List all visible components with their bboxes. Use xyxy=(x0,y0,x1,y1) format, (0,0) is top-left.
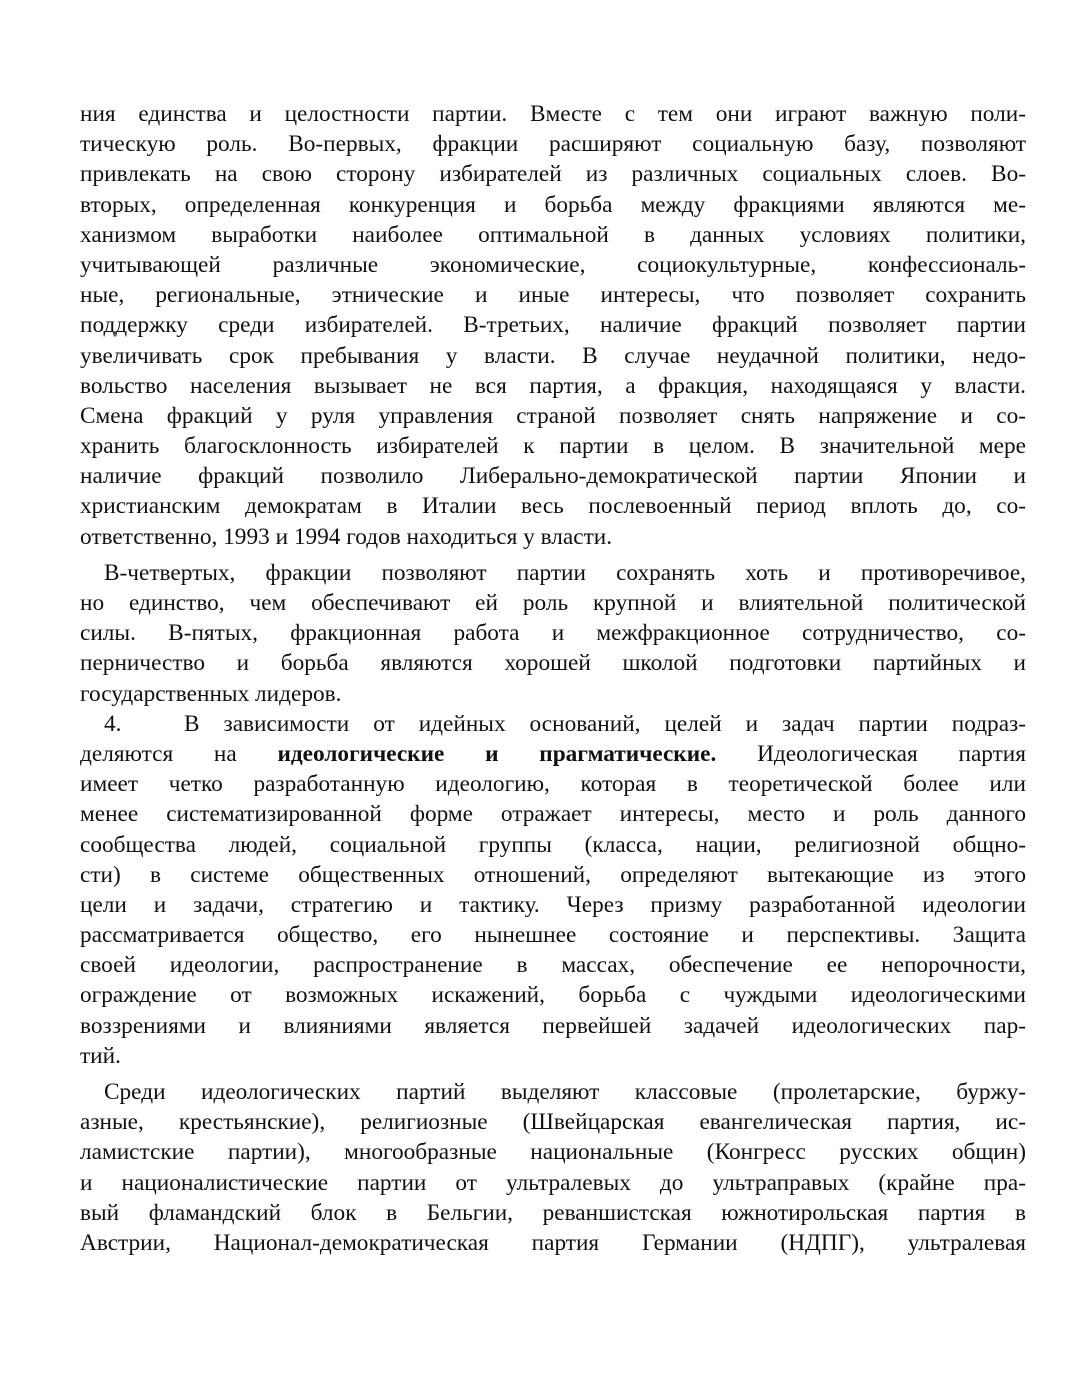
text-line: перничество и борьба являются хорошей школой подготовки партийных и xyxy=(80,650,1026,677)
text-line: Австрии, Национал-демократическая партия Германии (НДПГ), ультралевая xyxy=(80,1229,1026,1256)
text-line: Среди идеологических партий выделяют классовые (пролетарские, буржу- xyxy=(104,1079,1026,1105)
text-line: силы. В-пятых, фракционная работа и межфракционное сотрудничество, со- xyxy=(80,620,1026,647)
text-fragment: Идеологическая партия xyxy=(716,740,1026,767)
text-line: и националистические партии от ультралевых до ультраправых (крайне пра- xyxy=(80,1169,1026,1196)
text-line: менее систематизированной форме отражает интересы, место и роль данного xyxy=(80,801,1026,828)
text-line: своей идеологии, распространение в массах, обеспечение ее непорочности, xyxy=(80,952,1026,979)
paragraph-factions-role xyxy=(80,99,1026,552)
text-line: вторых, определенная конкуренция и борьба между фракциями являются ме- xyxy=(80,191,1026,218)
text-line: рассматривается общество, его нынешнее состояние и перспективы. Защита xyxy=(80,922,1026,949)
text-line: христианским демократам в Италии весь послевоенный период вплоть до, со- xyxy=(80,493,1026,520)
paragraph-ideological-pragmatic xyxy=(80,709,1026,1071)
text-line: воззрениями и влияниями является первейшей задачей идеологических пар- xyxy=(80,1012,1026,1039)
text-line: ответственно, 1993 и 1994 годов находиться у власти. xyxy=(80,523,613,550)
paragraph-ideological-types xyxy=(80,1077,1026,1258)
text-line: имеет четко разработанную идеологию, которая в теоретической более или xyxy=(80,771,1026,798)
text-line: увеличивать срок пребывания у власти. В случае неудачной политики, недо- xyxy=(80,342,1026,369)
document-page xyxy=(80,99,1026,1258)
text-line: тическую роль. Во-первых, фракции расширяют социальную базу, позволяют xyxy=(80,131,1026,158)
text-line: ограждение от возможных искажений, борьба с чуждыми идеологическими xyxy=(80,982,1026,1009)
text-line: вольство населения вызывает не вся партия, а фракция, находящаяся у власти. xyxy=(80,372,1026,399)
text-line: ные, региональные, этнические и иные интересы, что позволяет сохранить xyxy=(80,282,1026,309)
text-line: В зависимости от идейных оснований, целей и задач партии подраз- xyxy=(184,710,1026,737)
text-line: учитывающей различные экономические, социокультурные, конфессиональ- xyxy=(80,251,1026,278)
text-line: но единство, чем обеспечивают ей роль крупной и влиятельной политической xyxy=(80,590,1026,616)
text-line: ния единства и целостности партии. Вместе с тем они играют важную поли- xyxy=(80,101,1026,127)
text-line: ламистские партии), многообразные национальные (Конгресс русских общин) xyxy=(80,1139,1026,1166)
text-line: хранить благосклонность избирателей к партии в целом. В значительной мере xyxy=(80,433,1026,460)
text-line xyxy=(80,739,1026,769)
text-line: азные, крестьянские), религиозные (Швейцарская евангелическая партия, ис- xyxy=(80,1109,1026,1136)
text-line: В-четвертых, фракции позволяют партии сохранять хоть и противоречивое, xyxy=(104,559,1026,586)
text-line: вый фламандский блок в Бельгии, реваншистская южнотирольская партия в xyxy=(80,1199,1026,1226)
text-line: сти) в системе общественных отношений, определяют вытекающие из этого xyxy=(80,861,1026,888)
text-line: государственных лидеров. xyxy=(80,680,342,707)
text-line: тий. xyxy=(80,1042,121,1069)
text-line: привлекать на свою сторону избирателей из различных социальных слоев. Во- xyxy=(80,161,1026,188)
text-line: цели и задачи, стратегию и тактику. Через призму разработанной идеологии xyxy=(80,891,1026,918)
item-number: 4. xyxy=(104,710,122,737)
text-line: наличие фракций позволило Либерально-демократической партии Японии и xyxy=(80,463,1026,490)
text-line: Смена фракций у руля управления страной позволяет снять напряжение и со- xyxy=(80,402,1026,429)
text-line: поддержку среди избирателей. В-третьих, наличие фракций позволяет партии xyxy=(80,312,1026,339)
text-line: ханизмом выработки наиболее оптимальной в данных условиях политики, xyxy=(80,221,1026,248)
numbered-line xyxy=(80,709,1026,739)
text-fragment: деляются на xyxy=(80,740,278,767)
paragraph-fourth-fifth xyxy=(80,558,1026,709)
bold-term: идеологические и прагматические. xyxy=(277,740,717,767)
text-line: сообщества людей, социальной группы (класса, нации, религиозной общно- xyxy=(80,831,1026,858)
